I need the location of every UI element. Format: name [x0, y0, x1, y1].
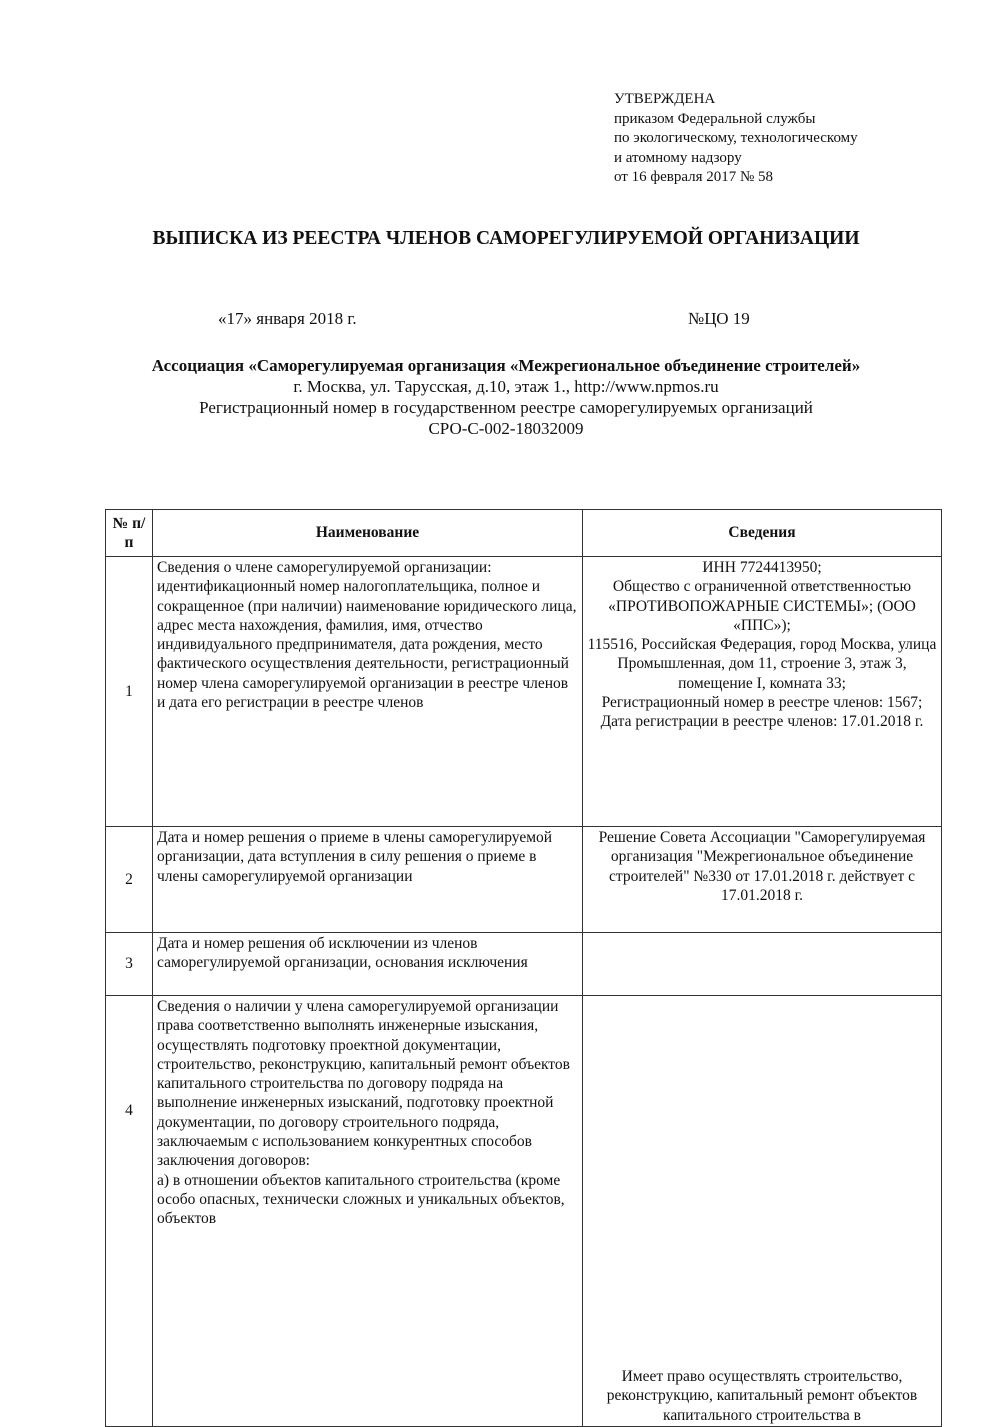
document-number: №ЦО 19 — [688, 309, 750, 328]
info-line: ИНН 7724413950; — [702, 559, 822, 576]
row-name — [153, 996, 583, 1427]
document-date: «17» января 2018 г. — [218, 309, 357, 328]
approval-line: и атомному надзору — [614, 149, 742, 166]
table-header-row — [106, 510, 942, 557]
row-num: 2 — [106, 827, 153, 933]
table-row — [106, 933, 942, 996]
row-info — [583, 996, 942, 1427]
approval-line: по экологическому, технологическому — [614, 130, 858, 146]
info-line: 115516, Российская Федерация, город Москва, улица Промышленная, дом 11, строение 3, этаж 3, помещение I, комната 33; — [587, 636, 937, 692]
row-name-sub: а) в отношении объектов капитального строительства (кроме особо опасных, технически сложных и уникальных объектов, объектов — [157, 1171, 565, 1228]
header-info: Сведения — [583, 510, 942, 557]
approval-line: от 16 февраля 2017 № 58 — [614, 169, 774, 185]
approval-line: приказом Федеральной службы — [614, 110, 816, 127]
approval-stamp — [614, 90, 984, 188]
row-num: 3 — [106, 933, 153, 996]
approval-line: УТВЕРЖДЕНА — [614, 91, 716, 107]
registry-table — [105, 509, 942, 1427]
info-line: Дата регистрации в реестре членов: 17.01.2018 г. — [600, 713, 924, 731]
organization-block — [120, 355, 892, 439]
document-title: ВЫПИСКА ИЗ РЕЕСТРА ЧЛЕНОВ САМОРЕГУЛИРУЕМОЙ ОРГАНИЗАЦИИ — [152, 228, 860, 249]
registry-label: Регистрационный номер в государственном реестре саморегулируемых организаций — [199, 398, 813, 417]
row-name-main: Сведения о наличии у члена саморегулируемой организации права соответственно выполнять инженерные изыскания, осуществлять подготовку проектной документации, строительство, реконструкцию, капитальный ремонт объектов капитального строительства по договору подряда на выполнение инженерных изысканий, подготовку проектной документации, по договору строительного подряда, заключаемым с использованием конкурентных способов заключения договоров: — [157, 998, 570, 1170]
organization-name: Ассоциация «Саморегулируемая организация «Межрегиональное объединение строителей» — [151, 356, 861, 375]
info-line: Общество с ограниченной ответственностью «ПРОТИВОПОЖАРНЫЕ СИСТЕМЫ»; (ООО «ППС»); — [608, 578, 916, 634]
info-line: Решение Совета Ассоциации "Саморегулируемая организация "Межрегиональное объединение строителей" №330 от 17.01.2018 г. действует с 17.01.2018 г. — [598, 829, 926, 904]
row-info — [583, 557, 942, 827]
table-row — [106, 557, 942, 827]
row-num-value: 4 — [125, 1102, 133, 1119]
row-num — [106, 996, 153, 1427]
info-line: Имеет право осуществлять строительство, реконструкцию, капитальный ремонт объектов капитального строительства в — [606, 1368, 918, 1424]
row-name: Дата и номер решения об исключении из членов саморегулируемой организации, основания исключения — [153, 933, 583, 996]
row-name: Дата и номер решения о приеме в члены саморегулируемой организации, дата вступления в силу решения о приеме в члены саморегулируемой организации — [153, 827, 583, 933]
organization-address: г. Москва, ул. Тарусская, д.10, этаж 1., http://www.npmos.ru — [293, 377, 719, 396]
row-info — [583, 933, 942, 996]
header-name: Наименование — [153, 510, 583, 557]
row-num: 1 — [106, 557, 153, 827]
table-row — [106, 996, 942, 1427]
row-info — [583, 827, 942, 933]
row-name: Сведения о члене саморегулируемой организации: идентификационный номер налогоплательщика, полное и сокращенное (при наличии) наименование юридического лица, адрес места нахождения, фамилия, имя, отчество индивидуального предпринимателя, дата рождения, место фактического осуществления деятельности, регистрационный номер члена саморегулируемой организации в реестре членов и дата его регистрации в реестре членов — [153, 557, 583, 827]
info-line: Регистрационный номер в реестре членов: 1567; — [601, 694, 923, 712]
registry-number: СРО-С-002-18032009 — [428, 419, 584, 438]
header-num: № п/п — [106, 510, 153, 557]
table-row — [106, 827, 942, 933]
